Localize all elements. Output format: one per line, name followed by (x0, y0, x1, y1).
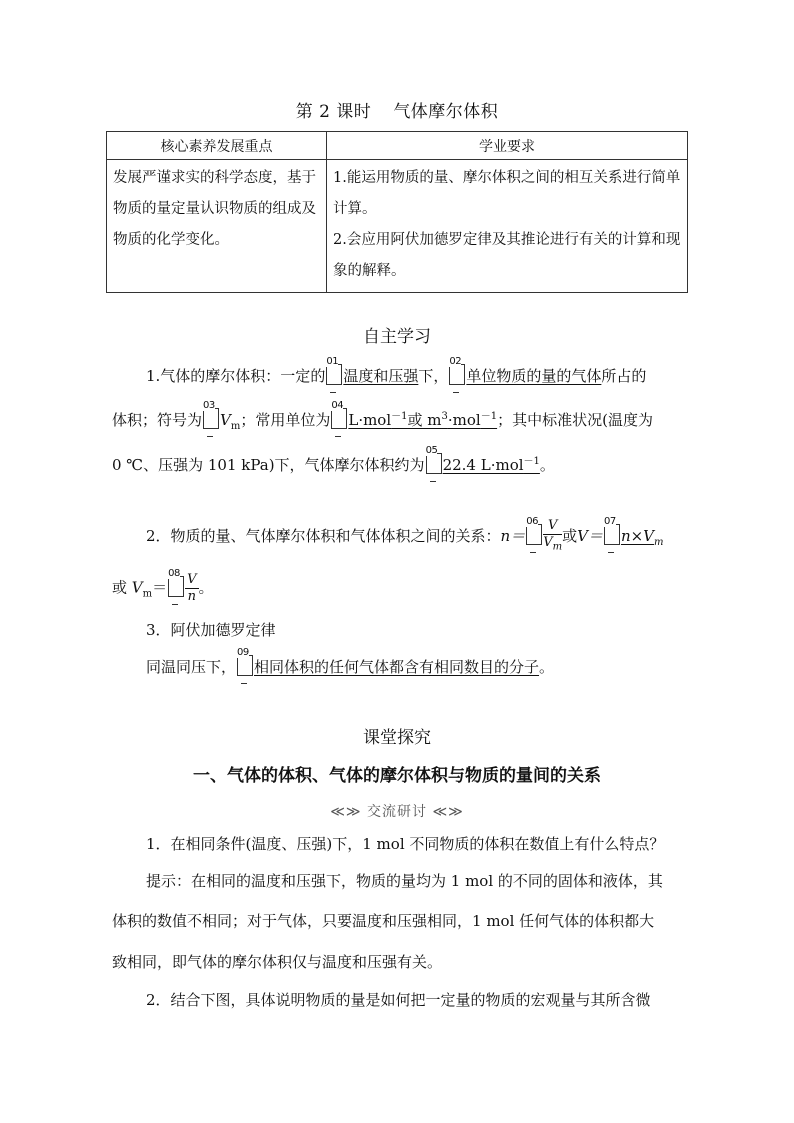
blank-04: 04 (331, 408, 347, 429)
answer-09: 相同体积的任何气体都含有相同数目的分子 (254, 658, 540, 676)
answer-01: 温度和压强 (343, 367, 419, 385)
answer-03: V (220, 411, 231, 429)
answer-04: L·mol$^{-1}$或 $m^3\cdot mol^{-1}$ (348, 411, 498, 429)
hint-line3: 致相同，即气体的摩尔体积仅与温度和压强有关。 (112, 953, 443, 971)
blank-09: 09 (237, 655, 253, 676)
table-header-requirements: 学业要求 (327, 132, 688, 160)
discussion-tag: ≪≫ 交流研讨 ≪≫ (330, 804, 464, 820)
core-literacy-cell: 发展严谨求实的科学态度，基于物质的量定量认识物质的组成及物质的化学变化。 (107, 160, 327, 293)
item1-line2: 体积；符号为 03 $V_m$；常用单位为 04 L·mol$^{-1}$或 $m^3\cdot mol^{-1}$；其中标准状况(温度为 (112, 407, 653, 432)
item1-line3: 0 ℃、压强为 101 kPa)下，气体摩尔体积约为 05 22.4 L·mol$^{-1}$。 (112, 452, 555, 475)
item2-line1: 2．物质的量、气体摩尔体积和气体体积之间的关系：n＝ 06 $\frac{V}{V_m}$ 或V＝ 07 $n\times V_m$ (146, 518, 664, 556)
blank-03: 03 (203, 408, 219, 429)
question-2: 2．结合下图，具体说明物质的量是如何把一定量的物质的宏观量与其所含微 (146, 991, 651, 1009)
blank-08: 08 (168, 576, 184, 597)
section-class-explore: 课堂探究 (363, 728, 431, 748)
item1-line1: 1.气体的摩尔体积：一定的 01 温度和压强下， 02 单位物质的量的气体所占的 (146, 364, 646, 386)
requirement-1: 1.能运用物质的量、摩尔体积之间的相互关系进行简单计算。 (333, 170, 681, 217)
hint-line1: 提示：在相同的温度和压强下，物质的量均为 1 mol 的不同的固体和液体，其 (146, 872, 663, 890)
answer-05: 22.4 L·mol$^{-1}$ (442, 456, 540, 474)
requirements-table (106, 131, 688, 293)
section1-heading: 一、气体的体积、气体的摩尔体积与物质的量间的关系 (193, 766, 601, 786)
item2-line2: 或 $V_m=$ 08 $\frac{V}{n}$ 。 (112, 567, 214, 604)
answer-08-fraction: $\frac{V}{n}$ (187, 572, 197, 604)
blank-02: 02 (449, 364, 465, 385)
section-self-study: 自主学习 (363, 327, 431, 347)
lesson-number: 第 2 课时 (295, 102, 372, 122)
blank-01: 01 (326, 364, 342, 385)
answer-06-fraction: $\frac{V}{V_m}$ (543, 518, 563, 553)
blank-07: 07 (604, 524, 620, 545)
table-header-core: 核心素养发展重点 (107, 132, 327, 160)
hint-line2: 体积的数值不相同；对于气体，只要温度和压强相同，1 mol 任何气体的体积都大 (112, 912, 655, 930)
lesson-topic: 气体摩尔体积 (393, 102, 499, 122)
question-1: 1．在相同条件(温度、压强)下，1 mol 不同物质的体积在数值上有什么特点？ (146, 835, 665, 853)
blank-05: 05 (426, 453, 442, 474)
requirement-2: 2.会应用阿伏加德罗定律及其推论进行有关的计算和现象的解释。 (333, 232, 681, 279)
blank-06: 06 (526, 524, 542, 545)
requirements-cell (327, 160, 688, 293)
tag-left-icon: ≪≫ (330, 804, 367, 820)
tag-right-icon: ≪≫ (427, 804, 464, 820)
item3-line: 同温同压下， 09 相同体积的任何气体都含有相同数目的分子。 (146, 655, 554, 677)
answer-02: 单位物质的量的气体 (466, 367, 602, 385)
answer-07: $n\times V_m$ (620, 526, 664, 548)
item3-heading: 3．阿伏加德罗定律 (146, 621, 276, 639)
page-title (0, 97, 794, 122)
